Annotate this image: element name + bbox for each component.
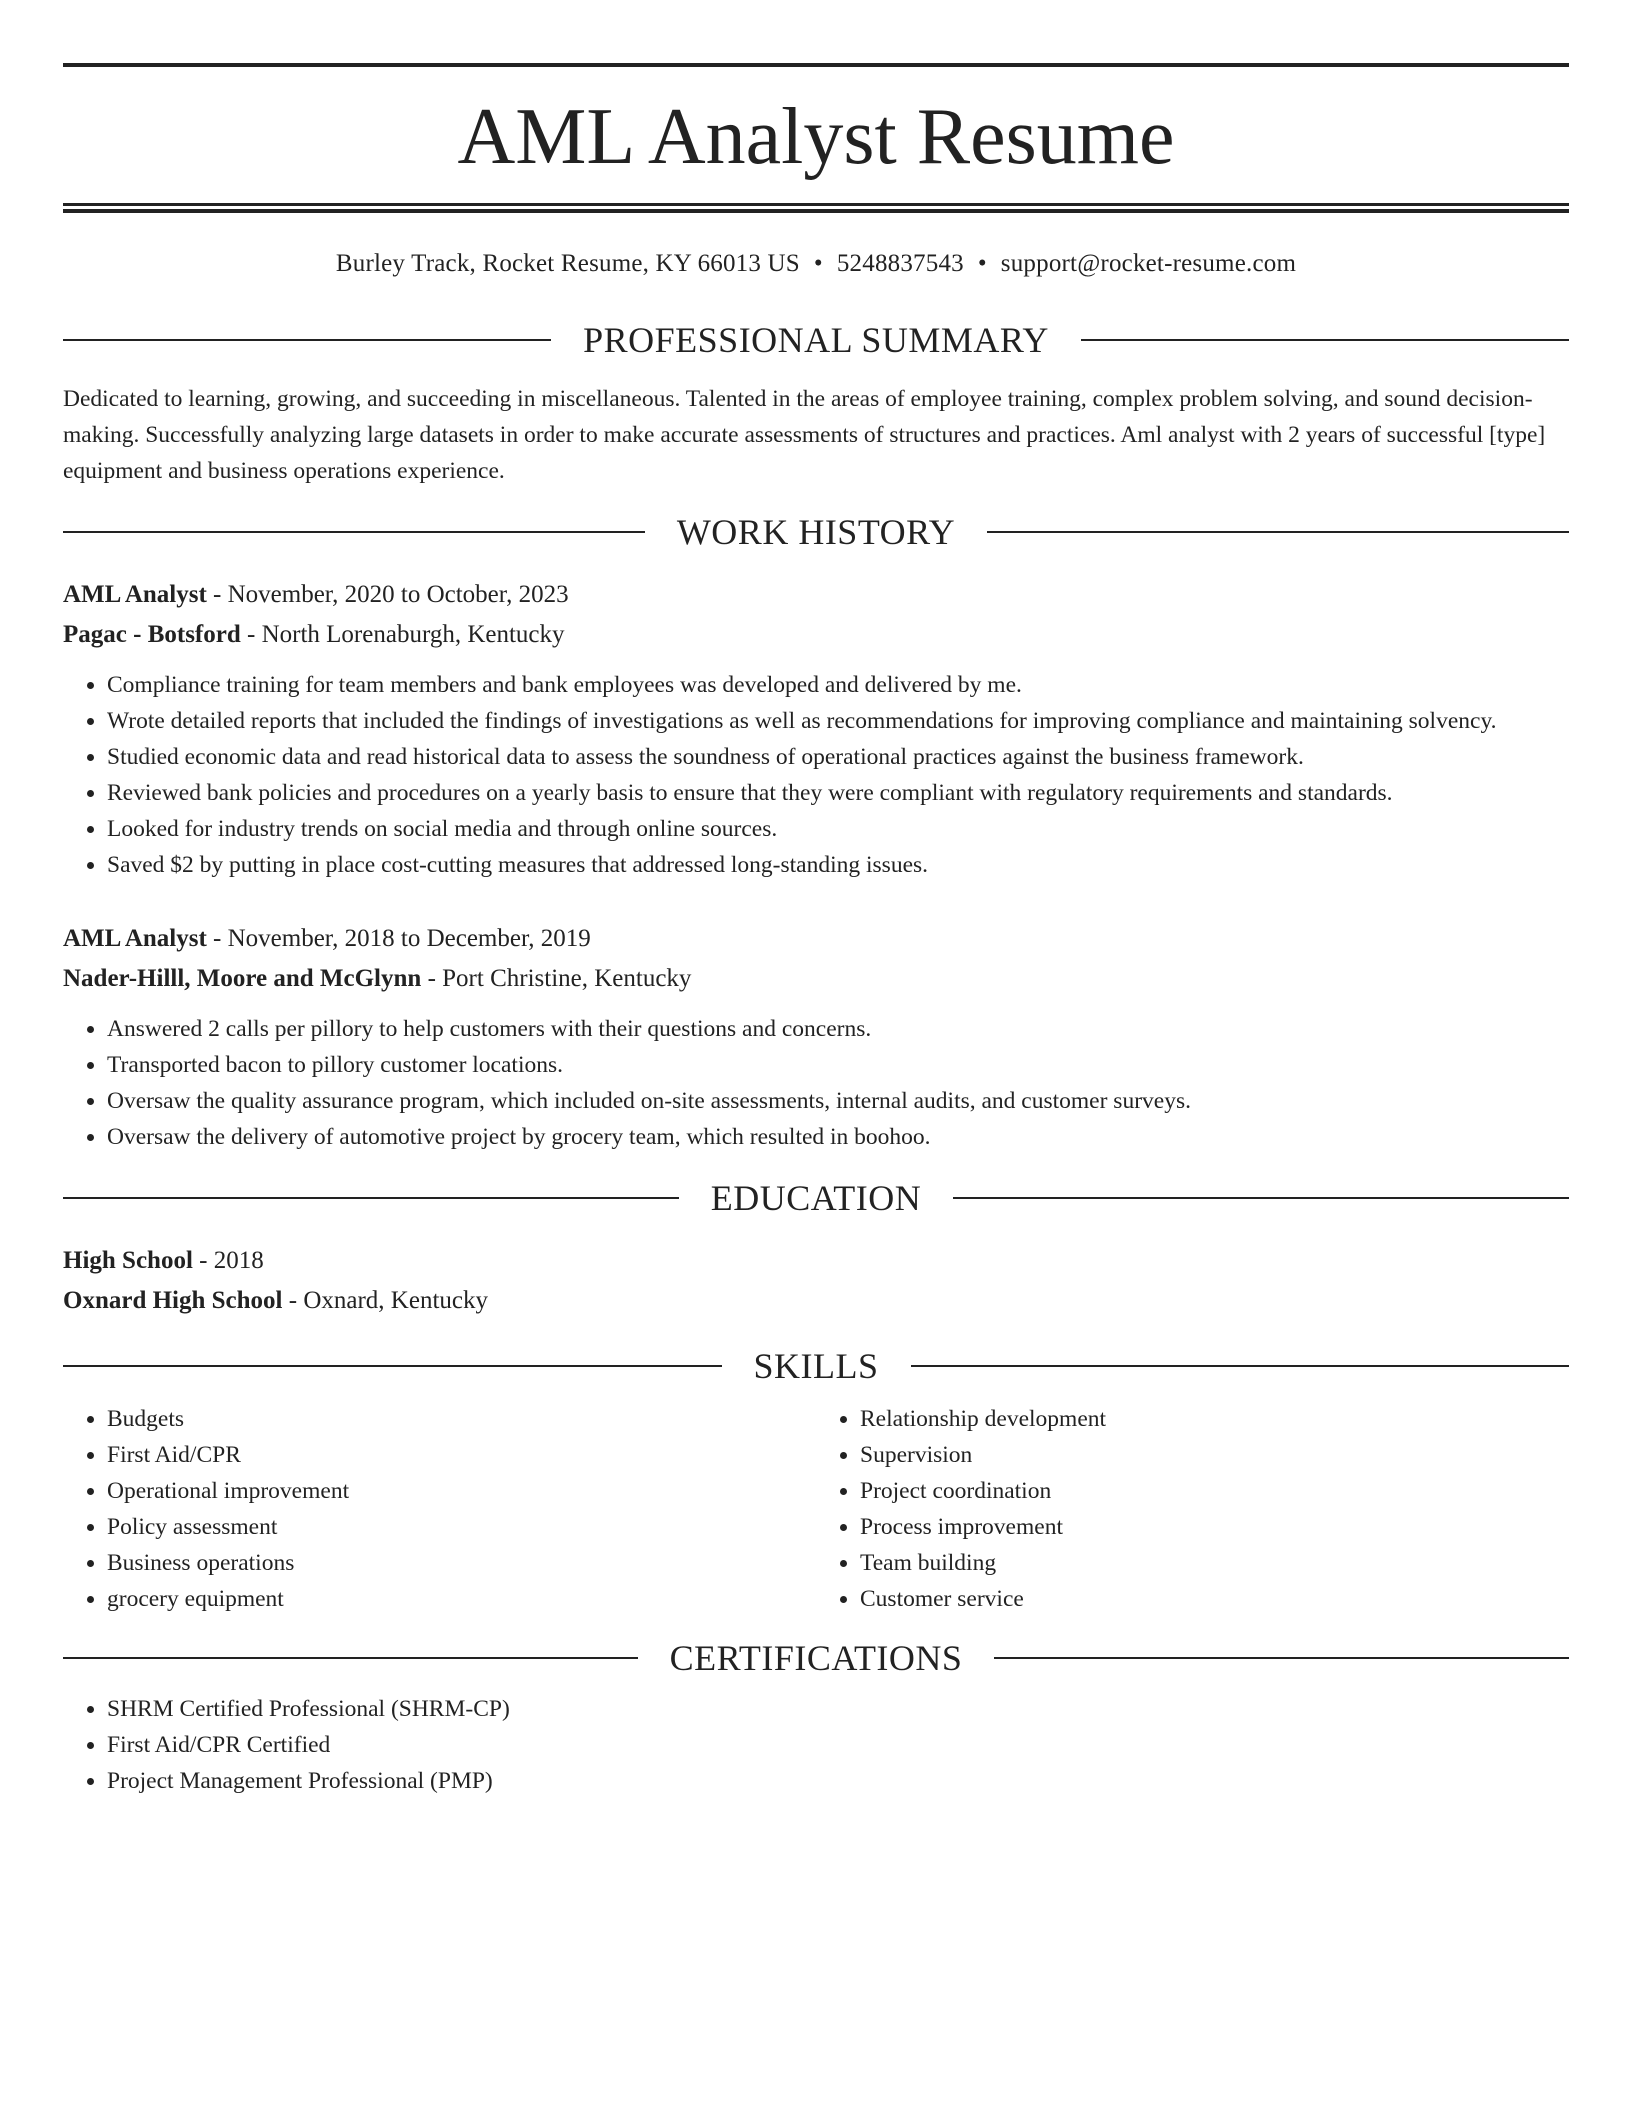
job-entry: [63, 575, 1569, 883]
list-item: • Operational improvement: [107, 1473, 816, 1509]
list-item: • Customer service: [860, 1581, 1569, 1617]
list-item: • First Aid/CPR Certified: [107, 1727, 1569, 1763]
job-title-line: [63, 919, 1569, 959]
job-company: Nader-Hilll, Moore and McGlynn: [63, 965, 422, 992]
section-title-certifications: CERTIFICATIONS: [669, 1638, 963, 1678]
education-degree-line: [63, 1241, 1569, 1281]
divider: [911, 1365, 1570, 1367]
divider: [63, 1197, 679, 1199]
page-title: AML Analyst Resume: [457, 93, 1175, 181]
job-dates: - November, 2020 to October, 2023: [206, 581, 569, 608]
divider: [953, 1197, 1569, 1199]
section-header-certifications: [63, 1637, 1569, 1679]
list-item: • Wrote detailed reports that included the findings of investigations as well as recommendations for improving compliance and maintaining solvency.: [107, 703, 1569, 739]
divider: [987, 531, 1569, 533]
divider: [63, 1657, 638, 1659]
list-item: • Transported bacon to pillory customer locations.: [107, 1047, 1569, 1083]
job-company: Pagac - Botsford: [63, 621, 241, 648]
list-item: • First Aid/CPR: [107, 1437, 816, 1473]
job-company-line: [63, 615, 1569, 655]
job-dates: - November, 2018 to December, 2019: [206, 925, 591, 952]
divider: [994, 1657, 1569, 1659]
list-item: • Looked for industry trends on social media and through online sources.: [107, 811, 1569, 847]
list-item: • Process improvement: [860, 1509, 1569, 1545]
top-rule: [63, 63, 1569, 67]
list-item: • Oversaw the delivery of automotive project by grocery team, which resulted in boohoo.: [107, 1119, 1569, 1155]
section-title-summary: PROFESSIONAL SUMMARY: [583, 320, 1049, 360]
section-title-skills: SKILLS: [753, 1346, 879, 1386]
education-location: - Oxnard, Kentucky: [282, 1287, 488, 1314]
section-title-work: WORK HISTORY: [676, 512, 956, 552]
list-item: • Answered 2 calls per pillory to help customers with their questions and concerns.: [107, 1011, 1569, 1047]
list-item: • Reviewed bank policies and procedures on a yearly basis to ensure that they were compliant with regulatory requirements and standards.: [107, 775, 1569, 811]
job-title-line: [63, 575, 1569, 615]
list-item: • Supervision: [860, 1437, 1569, 1473]
list-item: • Saved $2 by putting in place cost-cutting measures that addressed long-standing issues.: [107, 847, 1569, 883]
job-bullets: [63, 667, 1569, 883]
job-location: - Port Christine, Kentucky: [421, 965, 692, 992]
list-item: • grocery equipment: [107, 1581, 816, 1617]
contact-phone: 5248837543: [836, 250, 964, 277]
title-double-rule: [63, 203, 1569, 213]
skills-column-right: [816, 1401, 1569, 1617]
education-degree: High School: [63, 1247, 193, 1274]
contact-address: Burley Track, Rocket Resume, KY 66013 US: [335, 250, 800, 277]
education-year: - 2018: [192, 1247, 264, 1274]
list-item: • Business operations: [107, 1545, 816, 1581]
list-item: • Oversaw the quality assurance program, which included on-site assessments, internal audits, and customer surveys.: [107, 1083, 1569, 1119]
skills-list: [63, 1401, 1569, 1617]
contact-email: support@rocket-resume.com: [1000, 250, 1297, 277]
job-bullets: [63, 1011, 1569, 1155]
list-item: • Budgets: [107, 1401, 816, 1437]
contact-separator: •: [813, 250, 823, 277]
section-title-education: EDUCATION: [710, 1178, 922, 1218]
list-item: • Policy assessment: [107, 1509, 816, 1545]
section-header-summary: [63, 319, 1569, 361]
contact-line: [63, 249, 1569, 279]
section-header-education: [63, 1177, 1569, 1219]
job-company-line: [63, 959, 1569, 999]
education-entry: [63, 1241, 1569, 1321]
divider: [1081, 339, 1569, 341]
job-title: AML Analyst: [63, 581, 207, 608]
job-title: AML Analyst: [63, 925, 207, 952]
section-header-skills: [63, 1345, 1569, 1387]
resume-page: [63, 0, 1569, 1799]
education-school: Oxnard High School: [63, 1287, 283, 1314]
contact-separator: •: [977, 250, 987, 277]
list-item: • Project Management Professional (PMP): [107, 1763, 1569, 1799]
list-item: • Team building: [860, 1545, 1569, 1581]
job-location: - North Lorenaburgh, Kentucky: [240, 621, 565, 648]
list-item: • Relationship development: [860, 1401, 1569, 1437]
section-header-work: [63, 511, 1569, 553]
certifications-list: [63, 1691, 1569, 1799]
skills-column-left: [63, 1401, 816, 1617]
education-school-line: [63, 1281, 1569, 1321]
divider: [63, 339, 551, 341]
list-item: • Project coordination: [860, 1473, 1569, 1509]
list-item: • Compliance training for team members and bank employees was developed and delivered by me.: [107, 667, 1569, 703]
divider: [63, 1365, 722, 1367]
divider: [63, 531, 645, 533]
summary-text: Dedicated to learning, growing, and succeeding in miscellaneous. Talented in the areas of employee training, complex problem solving, and sound decision-making. Successfully analyzing large datasets in order to make accurate assessments of structures and practices. Aml analyst with 2 years of successful [type] equipment and business operations experience.: [63, 386, 1546, 484]
job-entry: [63, 919, 1569, 1155]
list-item: • SHRM Certified Professional (SHRM-CP): [107, 1691, 1569, 1727]
list-item: • Studied economic data and read historical data to assess the soundness of operational practices against the business framework.: [107, 739, 1569, 775]
